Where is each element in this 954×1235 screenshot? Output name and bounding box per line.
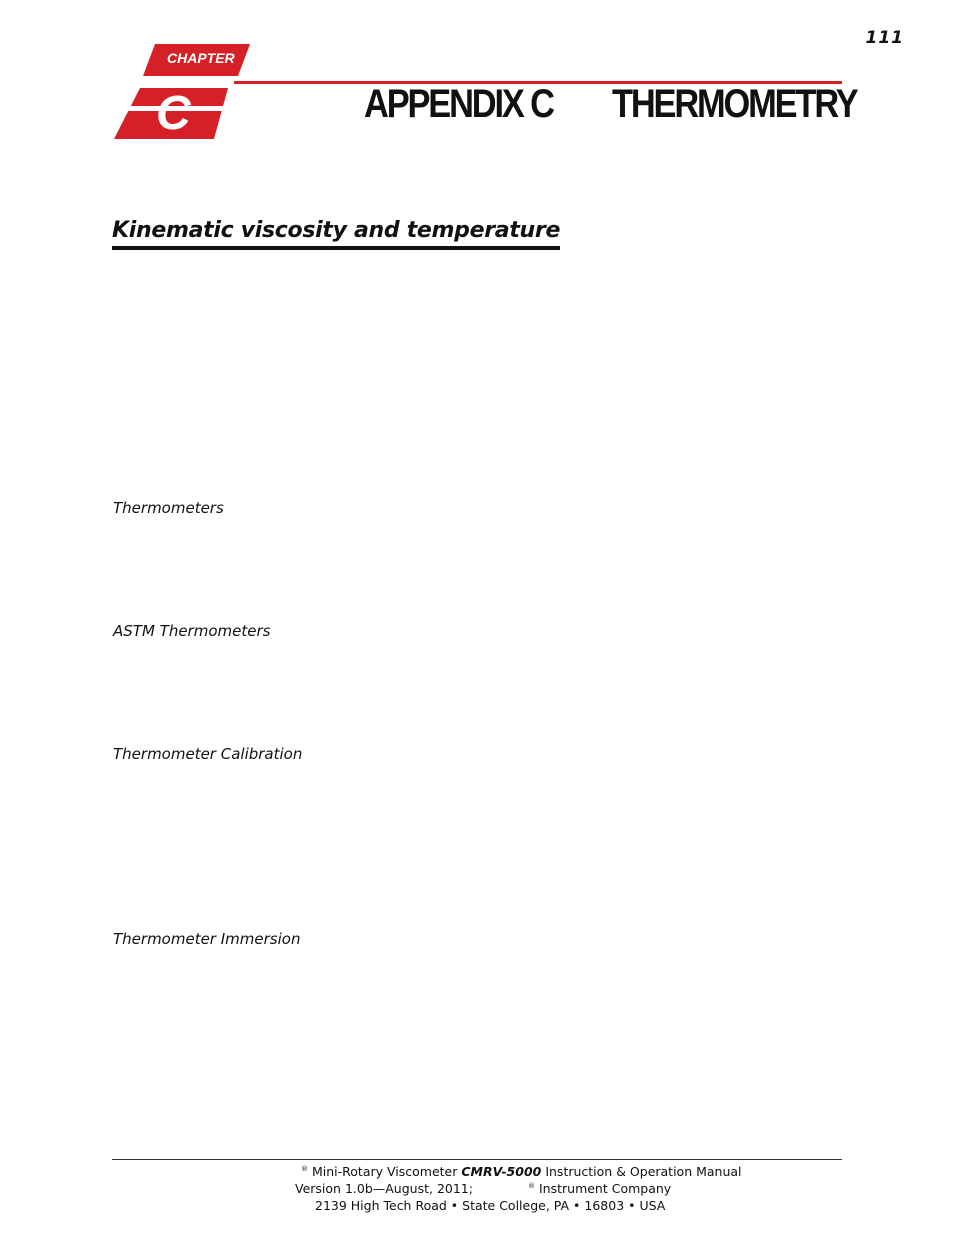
subheading-astm-thermometers: ASTM Thermometers: [113, 622, 271, 640]
footer-version-line: [295, 1181, 473, 1196]
footer-product-prefix: Mini-Rotary Viscometer: [311, 1164, 458, 1179]
footer-company: [528, 1181, 671, 1196]
footer-version: Version 1.0b—August, 2011;: [295, 1181, 473, 1196]
section-heading: Kinematic viscosity and temperature: [112, 218, 560, 250]
subheading-thermometers: Thermometers: [113, 499, 224, 517]
footer-address: 2139 High Tech Road • State College, PA • 16803 • USA: [315, 1198, 666, 1213]
footer-rule: [112, 1159, 842, 1160]
subheading-thermometer-calibration: Thermometer Calibration: [113, 745, 303, 763]
footer-manual-suffix: Instruction & Operation Manual: [545, 1164, 742, 1179]
chapter-title: THERMOMETRY: [612, 82, 857, 126]
chapter-badge: [110, 42, 255, 142]
footer-model-name: CMRV-5000: [461, 1164, 542, 1179]
footer-registered-mark: ®: [301, 1165, 308, 1173]
footer-manual-line: [301, 1164, 742, 1179]
chapter-badge-label: CHAPTER: [167, 50, 235, 66]
footer-company-name: Instrument Company: [538, 1181, 672, 1196]
chapter-badge-letter: C: [156, 87, 191, 140]
page-number: 111: [865, 28, 904, 48]
appendix-label: APPENDIX C: [364, 82, 553, 126]
footer-company-registered-mark: ®: [528, 1182, 535, 1190]
subheading-thermometer-immersion: Thermometer Immersion: [113, 930, 301, 948]
